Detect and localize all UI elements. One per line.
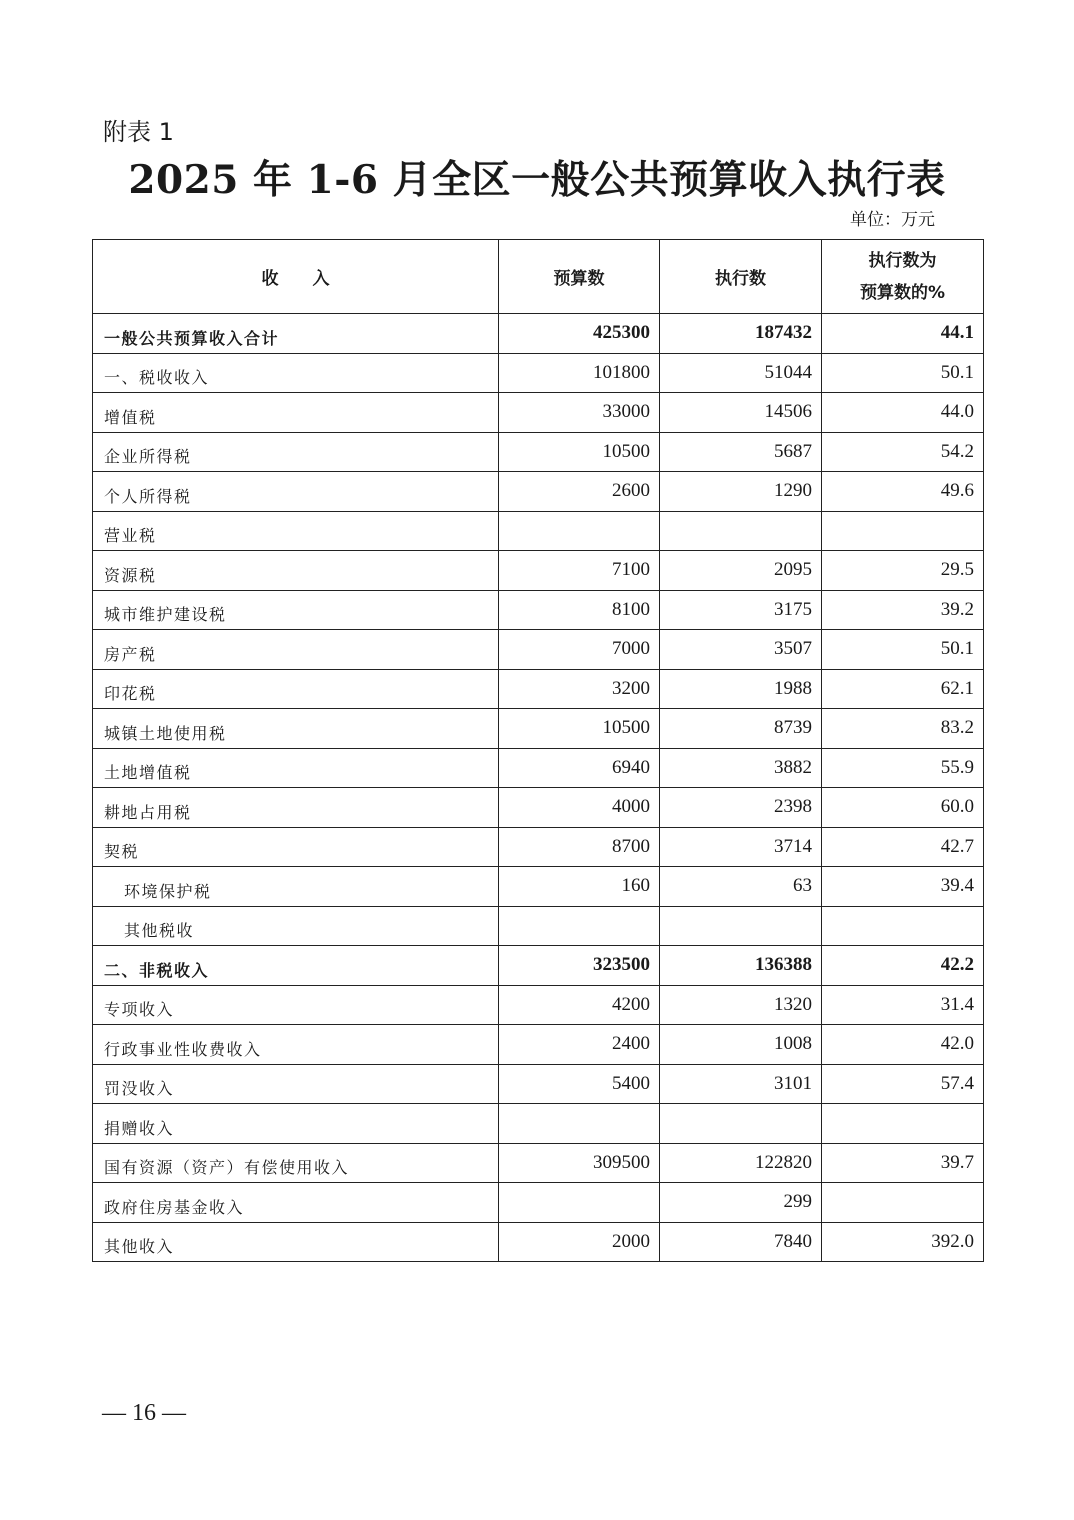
row-actual-value: 51044 xyxy=(660,353,822,393)
row-budget-value: 2000 xyxy=(499,1222,660,1262)
table-row xyxy=(93,314,984,354)
table-row xyxy=(93,432,984,472)
row-actual-value: 2095 xyxy=(660,551,822,591)
row-item-name: 耕地占用税 xyxy=(93,788,499,828)
table-row xyxy=(93,867,984,907)
row-budget-value xyxy=(499,906,660,946)
row-item-name: 土地增值税 xyxy=(93,748,499,788)
row-ratio-value: 55.9 xyxy=(822,748,984,788)
column-header-ratio-line2: 预算数的% xyxy=(859,282,946,303)
row-actual-value xyxy=(660,906,822,946)
unit-label: 单位：万元 xyxy=(850,210,935,230)
table-row xyxy=(93,985,984,1025)
row-item-name: 行政事业性收费收入 xyxy=(93,1025,499,1065)
budget-revenue-table xyxy=(92,239,984,1262)
row-budget-value: 323500 xyxy=(499,946,660,986)
row-budget-value: 7000 xyxy=(499,630,660,670)
row-ratio-value: 392.0 xyxy=(822,1222,984,1262)
row-ratio-value: 44.0 xyxy=(822,393,984,433)
row-actual-value: 7840 xyxy=(660,1222,822,1262)
row-item-name: 增值税 xyxy=(93,393,499,433)
row-actual-value xyxy=(660,1104,822,1144)
table-row xyxy=(93,1104,984,1144)
row-item-name: 契税 xyxy=(93,827,499,867)
row-budget-value: 6940 xyxy=(499,748,660,788)
row-item-name: 资源税 xyxy=(93,551,499,591)
row-item-name: 罚没收入 xyxy=(93,1064,499,1104)
row-ratio-value: 39.4 xyxy=(822,867,984,907)
row-ratio-value: 57.4 xyxy=(822,1064,984,1104)
row-ratio-value: 50.1 xyxy=(822,630,984,670)
row-actual-value: 299 xyxy=(660,1183,822,1223)
row-ratio-value xyxy=(822,1104,984,1144)
row-actual-value: 3175 xyxy=(660,590,822,630)
row-ratio-value: 31.4 xyxy=(822,985,984,1025)
row-budget-value: 4200 xyxy=(499,985,660,1025)
row-actual-value: 2398 xyxy=(660,788,822,828)
row-budget-value: 10500 xyxy=(499,709,660,749)
row-ratio-value xyxy=(822,511,984,551)
row-actual-value: 3714 xyxy=(660,827,822,867)
table-header-row xyxy=(93,240,984,314)
row-ratio-value: 42.7 xyxy=(822,827,984,867)
row-item-name: 营业税 xyxy=(93,511,499,551)
column-header-ratio-line1: 执行数为 xyxy=(868,250,937,271)
table-row xyxy=(93,1222,984,1262)
row-actual-value: 8739 xyxy=(660,709,822,749)
table-row xyxy=(93,827,984,867)
row-ratio-value: 44.1 xyxy=(822,314,984,354)
row-item-name: 专项收入 xyxy=(93,985,499,1025)
row-item-name: 二、非税收入 xyxy=(93,946,499,986)
page-number: — 16 — xyxy=(102,1400,186,1426)
column-header-income: 收 入 xyxy=(93,240,499,314)
row-actual-value: 1290 xyxy=(660,472,822,512)
row-actual-value: 3101 xyxy=(660,1064,822,1104)
table-row xyxy=(93,353,984,393)
row-budget-value: 10500 xyxy=(499,432,660,472)
row-budget-value: 7100 xyxy=(499,551,660,591)
row-item-name: 环境保护税 xyxy=(93,867,499,907)
row-actual-value: 1008 xyxy=(660,1025,822,1065)
page-title: 2025 年 1-6 月全区一般公共预算收入执行表 xyxy=(128,157,946,203)
row-actual-value: 3507 xyxy=(660,630,822,670)
row-budget-value: 33000 xyxy=(499,393,660,433)
row-actual-value: 5687 xyxy=(660,432,822,472)
column-header-actual: 执行数 xyxy=(660,240,822,314)
row-ratio-value: 60.0 xyxy=(822,788,984,828)
table-row xyxy=(93,788,984,828)
row-ratio-value: 54.2 xyxy=(822,432,984,472)
row-item-name: 个人所得税 xyxy=(93,472,499,512)
row-ratio-value: 83.2 xyxy=(822,709,984,749)
row-actual-value xyxy=(660,511,822,551)
row-ratio-value: 49.6 xyxy=(822,472,984,512)
table-row xyxy=(93,630,984,670)
row-item-name: 城镇土地使用税 xyxy=(93,709,499,749)
table-row xyxy=(93,1064,984,1104)
row-actual-value: 1320 xyxy=(660,985,822,1025)
row-actual-value: 3882 xyxy=(660,748,822,788)
table-row xyxy=(93,472,984,512)
row-budget-value xyxy=(499,1183,660,1223)
row-budget-value: 309500 xyxy=(499,1143,660,1183)
row-item-name: 一、税收收入 xyxy=(93,353,499,393)
row-item-name: 城市维护建设税 xyxy=(93,590,499,630)
row-ratio-value xyxy=(822,906,984,946)
row-item-name: 房产税 xyxy=(93,630,499,670)
row-budget-value: 3200 xyxy=(499,669,660,709)
row-actual-value: 122820 xyxy=(660,1143,822,1183)
table-row xyxy=(93,906,984,946)
row-ratio-value: 39.7 xyxy=(822,1143,984,1183)
row-budget-value: 2400 xyxy=(499,1025,660,1065)
table-row xyxy=(93,511,984,551)
table-row xyxy=(93,669,984,709)
row-budget-value: 101800 xyxy=(499,353,660,393)
table-row xyxy=(93,946,984,986)
row-item-name: 其他税收 xyxy=(93,906,499,946)
row-ratio-value: 50.1 xyxy=(822,353,984,393)
table-row xyxy=(93,393,984,433)
column-header-budget: 预算数 xyxy=(499,240,660,314)
row-actual-value: 14506 xyxy=(660,393,822,433)
row-ratio-value: 29.5 xyxy=(822,551,984,591)
table-row xyxy=(93,1025,984,1065)
row-budget-value: 4000 xyxy=(499,788,660,828)
row-budget-value xyxy=(499,1104,660,1144)
row-budget-value: 425300 xyxy=(499,314,660,354)
row-budget-value: 160 xyxy=(499,867,660,907)
row-item-name: 印花税 xyxy=(93,669,499,709)
row-item-name: 企业所得税 xyxy=(93,432,499,472)
table-row xyxy=(93,1143,984,1183)
row-item-name: 其他收入 xyxy=(93,1222,499,1262)
row-item-name: 捐赠收入 xyxy=(93,1104,499,1144)
row-budget-value: 8700 xyxy=(499,827,660,867)
row-ratio-value: 42.0 xyxy=(822,1025,984,1065)
table-row xyxy=(93,709,984,749)
row-actual-value: 187432 xyxy=(660,314,822,354)
row-budget-value: 5400 xyxy=(499,1064,660,1104)
row-item-name: 一般公共预算收入合计 xyxy=(93,314,499,354)
table-body xyxy=(93,314,984,1262)
row-actual-value: 136388 xyxy=(660,946,822,986)
row-actual-value: 1988 xyxy=(660,669,822,709)
table-row xyxy=(93,590,984,630)
row-item-name: 政府住房基金收入 xyxy=(93,1183,499,1223)
row-ratio-value: 62.1 xyxy=(822,669,984,709)
table-row xyxy=(93,1183,984,1223)
table-row xyxy=(93,551,984,591)
row-ratio-value: 42.2 xyxy=(822,946,984,986)
row-item-name: 国有资源（资产）有偿使用收入 xyxy=(93,1143,499,1183)
row-ratio-value: 39.2 xyxy=(822,590,984,630)
table-row xyxy=(93,748,984,788)
row-budget-value: 2600 xyxy=(499,472,660,512)
row-budget-value xyxy=(499,511,660,551)
column-header-ratio xyxy=(822,240,984,314)
row-ratio-value xyxy=(822,1183,984,1223)
row-budget-value: 8100 xyxy=(499,590,660,630)
appendix-label: 附表 1 xyxy=(103,118,174,146)
row-actual-value: 63 xyxy=(660,867,822,907)
